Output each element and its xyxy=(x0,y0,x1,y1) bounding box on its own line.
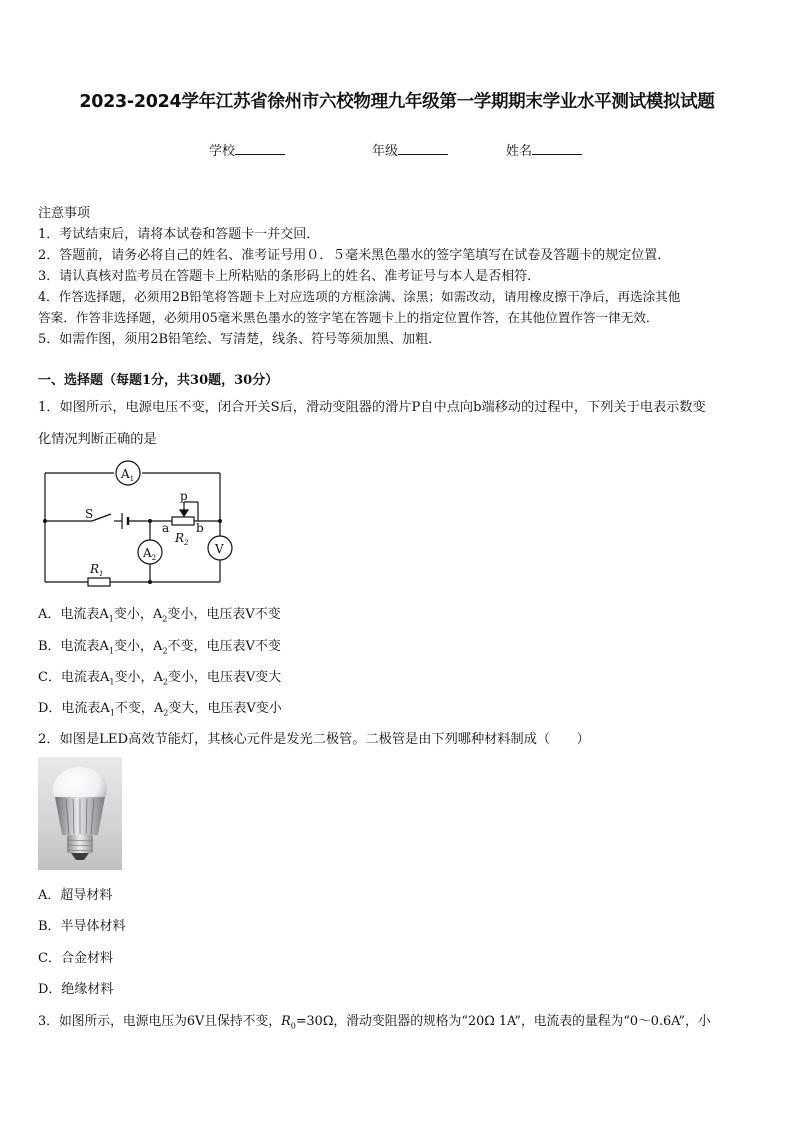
ammeter-a1-label: $A_1$ xyxy=(121,467,135,483)
notice-item: 4．作答选择题，必须用2B铅笔将答题卡上对应选项的方框涂满、涂黑；如需改动，请用橡皮擦干净后，再选涂其他 xyxy=(38,289,681,304)
grade-field xyxy=(372,140,448,159)
option: D．绝缘材料 xyxy=(38,982,114,997)
page-title: 2023-2024学年江苏省徐州市六校物理九年级第一学期期末学业水平测试模拟试题 xyxy=(79,92,715,112)
notice-item: 2．答题前，请务必将自己的姓名、准考证号用０．５毫米黑色墨水的签字笔填写在试卷及答题卡的规定位置． xyxy=(38,248,671,263)
name-field xyxy=(506,140,582,159)
voltmeter-label: V xyxy=(215,542,224,556)
notice-item: 3．请认真核对监考员在答题卡上所粘贴的条形码上的姓名、准考证号与本人是否相符． xyxy=(38,269,541,284)
option: A．超导材料 xyxy=(38,888,113,903)
school-label: 学校 xyxy=(209,144,236,159)
option: B．半导体材料 xyxy=(38,919,126,934)
school-blank xyxy=(235,142,285,155)
circuit-diagram xyxy=(38,456,248,590)
notice-heading: 注意事项 xyxy=(38,206,91,221)
question-1-stem: 1．如图所示，电源电压不变，闭合开关S后，滑动变阻器的滑片P自中点向b端移动的过程中，下列关于电表示数变 xyxy=(38,400,706,415)
notice-item: 答案．作答非选择题，必须用05毫米黑色墨水的签字笔在答题卡上的指定位置作答，在其他位置作答一律无效． xyxy=(38,310,659,325)
notice-item: 1．考试结束后，请将本试卷和答题卡一并交回． xyxy=(38,227,320,242)
switch-label: S xyxy=(85,507,94,521)
name-label: 姓名 xyxy=(506,144,533,159)
grade-blank xyxy=(398,142,448,155)
led-bulb-photo xyxy=(38,757,122,870)
name-blank xyxy=(532,142,582,155)
notice-item: 5．如需作图，须用2B铅笔绘、写清楚，线条、符号等须加黑、加粗． xyxy=(38,332,442,347)
option: B．电流表$A_1$变小，$A_2$不变，电压表V不变 xyxy=(38,639,281,656)
school-field xyxy=(209,140,285,159)
resistor-label: $R_1$ xyxy=(90,562,104,578)
question-3-stem: 3．如图所示，电源电压为6V且保持不变，$R_0=30\Omega$，滑动变阻器的规格为“20Ω 1A”，电流表的量程为“0～0.6A”，小 xyxy=(38,1014,711,1031)
terminal-b-label: b xyxy=(196,521,204,535)
slider-label: p xyxy=(180,489,188,503)
option: C．合金材料 xyxy=(38,951,113,966)
ammeter-a2-label: $A_2$ xyxy=(143,546,157,562)
grade-label: 年级 xyxy=(372,144,399,159)
question-2-stem: 2．如图是LED高效节能灯，其核心元件是发光二极管。二极管是由下列哪种材料制成（ ） xyxy=(38,732,590,747)
option: C．电流表$A_1$变小，$A_2$变小，电压表V变大 xyxy=(38,670,282,687)
question-1-stem-cont: 化情况判断正确的是 xyxy=(38,432,157,447)
option: A．电流表$A_1$变小，$A_2$变小，电压表V不变 xyxy=(38,607,281,624)
terminal-a-label: a xyxy=(162,521,170,535)
section-heading: 一、选择题（每题1分，共30题，30分） xyxy=(38,373,279,388)
rheostat-label: $R_2$ xyxy=(175,531,189,547)
option: D．电流表$A_1$不变，$A_2$变大，电压表V变小 xyxy=(38,701,282,718)
